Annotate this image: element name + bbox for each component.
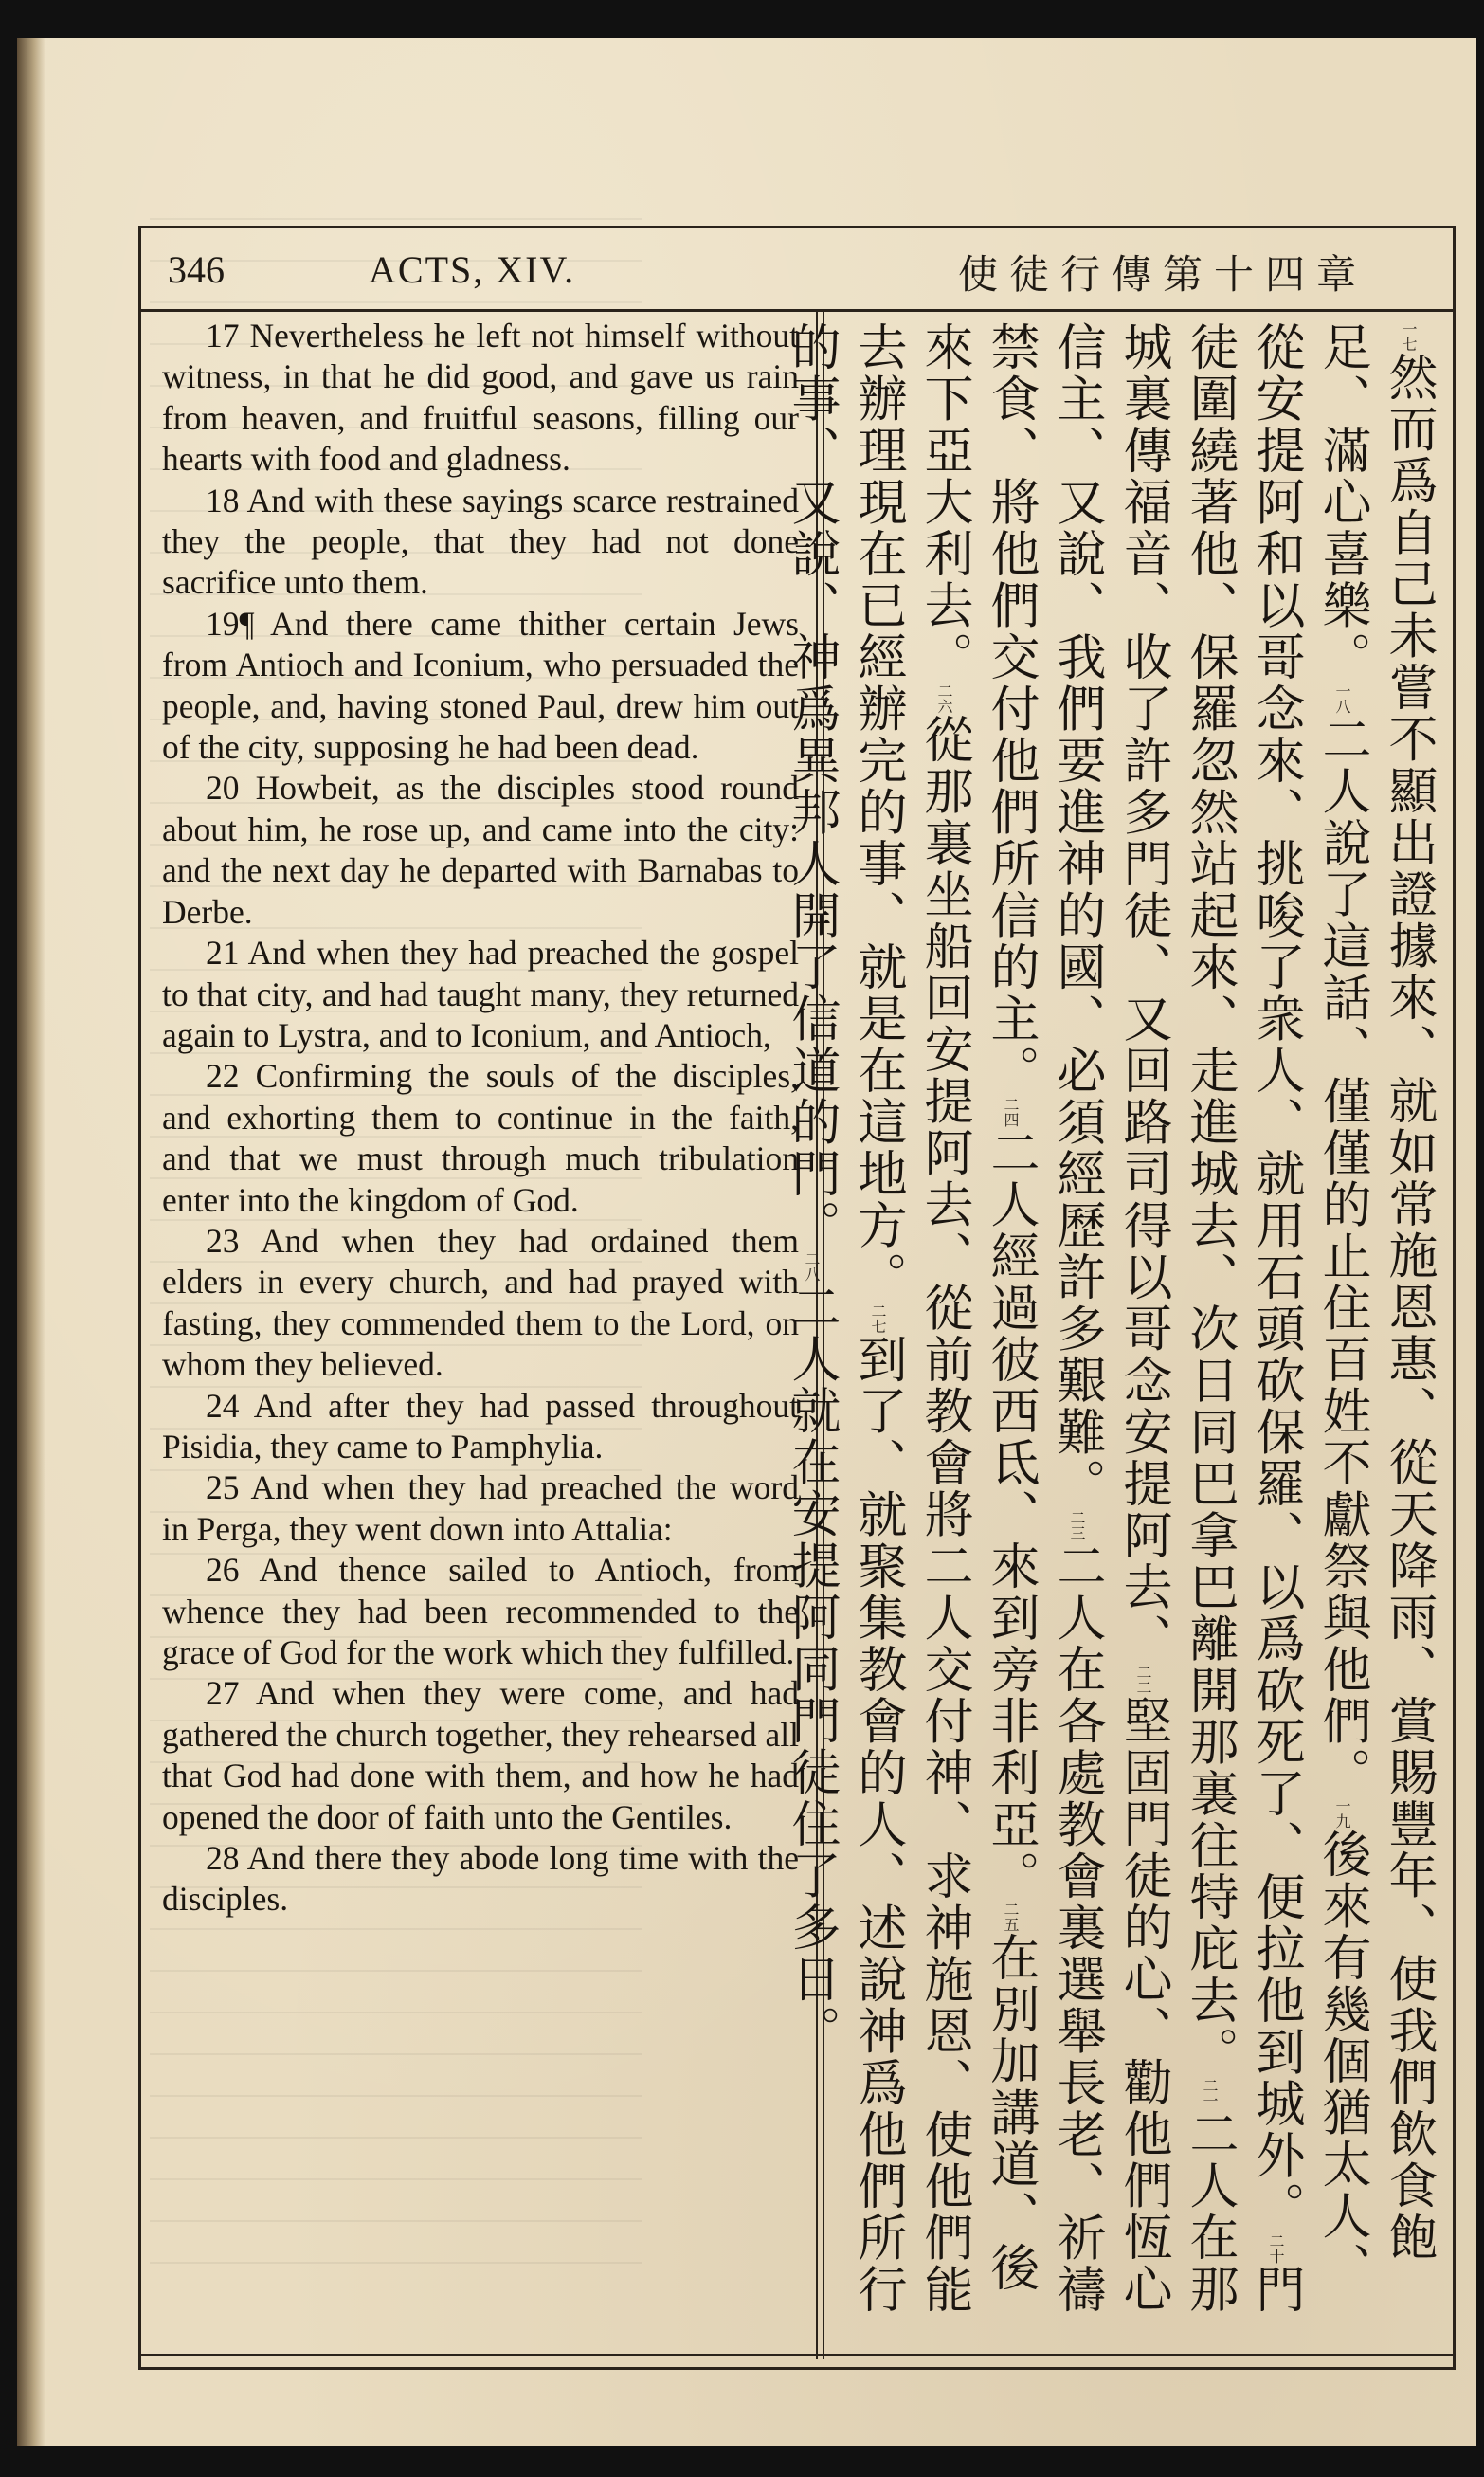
verse-number: 26 [206, 1551, 240, 1590]
chinese-verse-number: 一七 [1400, 321, 1418, 352]
chinese-verse [1313, 683, 1370, 1799]
text-frame [138, 226, 1456, 2370]
chinese-verse-text: 從那裏坐船回安提阿去、從前教會將二人交付神、求神施恩、使他們能去辦理現在已經辦完的事、就是在這地方。 [849, 321, 972, 2315]
verse-number: 17 [206, 317, 240, 355]
english-verse [162, 1467, 799, 1550]
chinese-verse [783, 1251, 840, 2057]
chinese-verse-text: 二人說了這話、僅僅的止住百姓不獻祭與他們。 [1313, 713, 1370, 1798]
chinese-verse-number: 二四 [1002, 1096, 1020, 1127]
chinese-verse-text: 二人經過彼西氐、來到旁非利亞。 [982, 1126, 1039, 1902]
verse-text: Howbeit, as the disciples stood round about him, he rose up, and came into the city: and the next day he departed with Barnabas to Derbe. [162, 769, 799, 931]
verse-text: And when they had preached the word in Perga, they went down into Attalia: [162, 1468, 799, 1548]
verse-number: 27 [206, 1674, 240, 1713]
chinese-verse-number: 二五 [1002, 1902, 1020, 1932]
verse-number: 21 [206, 934, 240, 973]
verse-number: 19¶ [206, 604, 255, 643]
chinese-verse-text: 然而爲自己未嘗不顯出證據來、就如常施恩惠、從天降雨、賞賜豐年、使我們飲食飽足、滿心喜樂。 [1313, 321, 1437, 2264]
english-verse [162, 1221, 799, 1386]
chinese-verse [982, 1097, 1039, 1903]
verse-number: 28 [206, 1839, 240, 1878]
book-page [17, 38, 1476, 2446]
chinese-verse-text: 門徒圍繞著他、保羅忽然站起來、走進城去、次日同巴拿巴離開那裏往特庇去。 [1181, 321, 1304, 2315]
chinese-verse-number: 二二 [1134, 1665, 1152, 1695]
chinese-verse-number: 二十 [1267, 2232, 1285, 2264]
english-verse [162, 1386, 799, 1468]
chinese-verse-number: 二三 [1068, 1509, 1086, 1540]
verse-number: 18 [206, 481, 240, 519]
english-verse [162, 316, 799, 481]
verse-number: 22 [206, 1057, 240, 1096]
chinese-verse-number: 二六 [935, 683, 953, 714]
english-verse [162, 933, 799, 1056]
chinese-verse-number: 二七 [869, 1302, 887, 1334]
chinese-verse-text: 後來有幾個猶太人、從安提阿和以哥念來、挑唆了衆人、就用石頭砍保羅、以爲砍死了、便拉他到城外。 [1247, 321, 1370, 2294]
chinese-verse-text: 二人在那城裏傳福音、收了許多門徒、又回路司得以哥念安提阿去、 [1114, 321, 1238, 2315]
english-verse [162, 1550, 799, 1673]
page-header [141, 228, 1453, 312]
text-columns [141, 312, 1453, 2359]
chinese-column [783, 321, 1441, 2340]
verse-text: Confirming the souls of the disciples, and exhorting them to continue in the faith, and that we must through much tribulation enter into the kingdom of God. [162, 1057, 800, 1219]
chinese-verse-text: 到了、就聚集教會的人、述說神爲他們所行的事、又說、神爲異邦人開了信道的門。 [783, 321, 906, 2315]
verse-text: And when they had ordained them elders in every church, and had prayed with fasting, they commended them to the Lord, on whom they believed. [162, 1221, 800, 1384]
chinese-verse-number: 二八 [803, 1251, 821, 1282]
book-spine [17, 38, 45, 2446]
bottom-rule [141, 2354, 1453, 2367]
page-number: 346 [168, 248, 225, 291]
verse-number: 24 [206, 1386, 240, 1425]
chinese-verse-text: 二人在各處教會裏選舉長老、祈禱禁食、將他們交付他們所信的主。 [982, 321, 1105, 2315]
verse-number: 25 [206, 1468, 240, 1507]
chinese-verse-text: 堅固門徒的心、勸他們恆心信主、又說、我們要進神的國、必須經歷許多艱難。 [1048, 321, 1171, 2315]
running-title: ACTS, XIV. [369, 248, 576, 291]
verse-text: And thence sailed to Antioch, from whence they had been recommended to the grace of God for the work which they fulfilled. [162, 1551, 800, 1671]
english-verse [162, 1838, 799, 1921]
english-column [162, 316, 799, 1921]
verse-number: 23 [206, 1221, 240, 1260]
english-verse [162, 1673, 799, 1838]
chinese-verse-number: 一九 [1333, 1798, 1351, 1829]
verse-text: Nevertheless he left not himself without witness, in that he did good, and gave us rain from heaven, and fruitful seasons, filling our hearts with food and gladness. [162, 317, 800, 479]
english-verse [162, 604, 799, 769]
english-verse [162, 1056, 799, 1221]
english-verse [162, 481, 799, 604]
chinese-chapter-title: 使徒行傳第十四章 [957, 251, 1367, 298]
verse-number: 20 [206, 769, 240, 808]
chinese-verse-text: 在別加講道、後來下亞大利去。 [915, 321, 1039, 2294]
chinese-verse-number: 一八 [1333, 683, 1351, 714]
chinese-verse-text: 二人就在安提阿同門徒住了多日。 [783, 1282, 840, 2057]
verse-text: And when they were come, and had gathered the church together, they rehearsed all that God had done with them, and how he had opened the door of faith unto the Gentiles. [162, 1674, 799, 1836]
verse-text: And when they had preached the gospel to that city, and had taught many, they returned again to Lystra, and to Iconium, and Antioch, [162, 934, 799, 1054]
verse-text: And after they had passed throughout Pisidia, they came to Pamphylia. [162, 1386, 799, 1466]
chinese-verse-number: 二一 [1201, 2078, 1219, 2108]
verse-text: And there came thither certain Jews from Antioch and Iconium, who persuaded the people, and, having stoned Paul, drew him out of the city, supposing he had been dead. [162, 604, 799, 767]
verse-text: And with these sayings scarce restrained they the people, that they had not done sacrifice unto them. [162, 481, 800, 602]
english-verse [162, 768, 799, 933]
verse-text: And there they abode long time with the disciples. [162, 1839, 799, 1919]
